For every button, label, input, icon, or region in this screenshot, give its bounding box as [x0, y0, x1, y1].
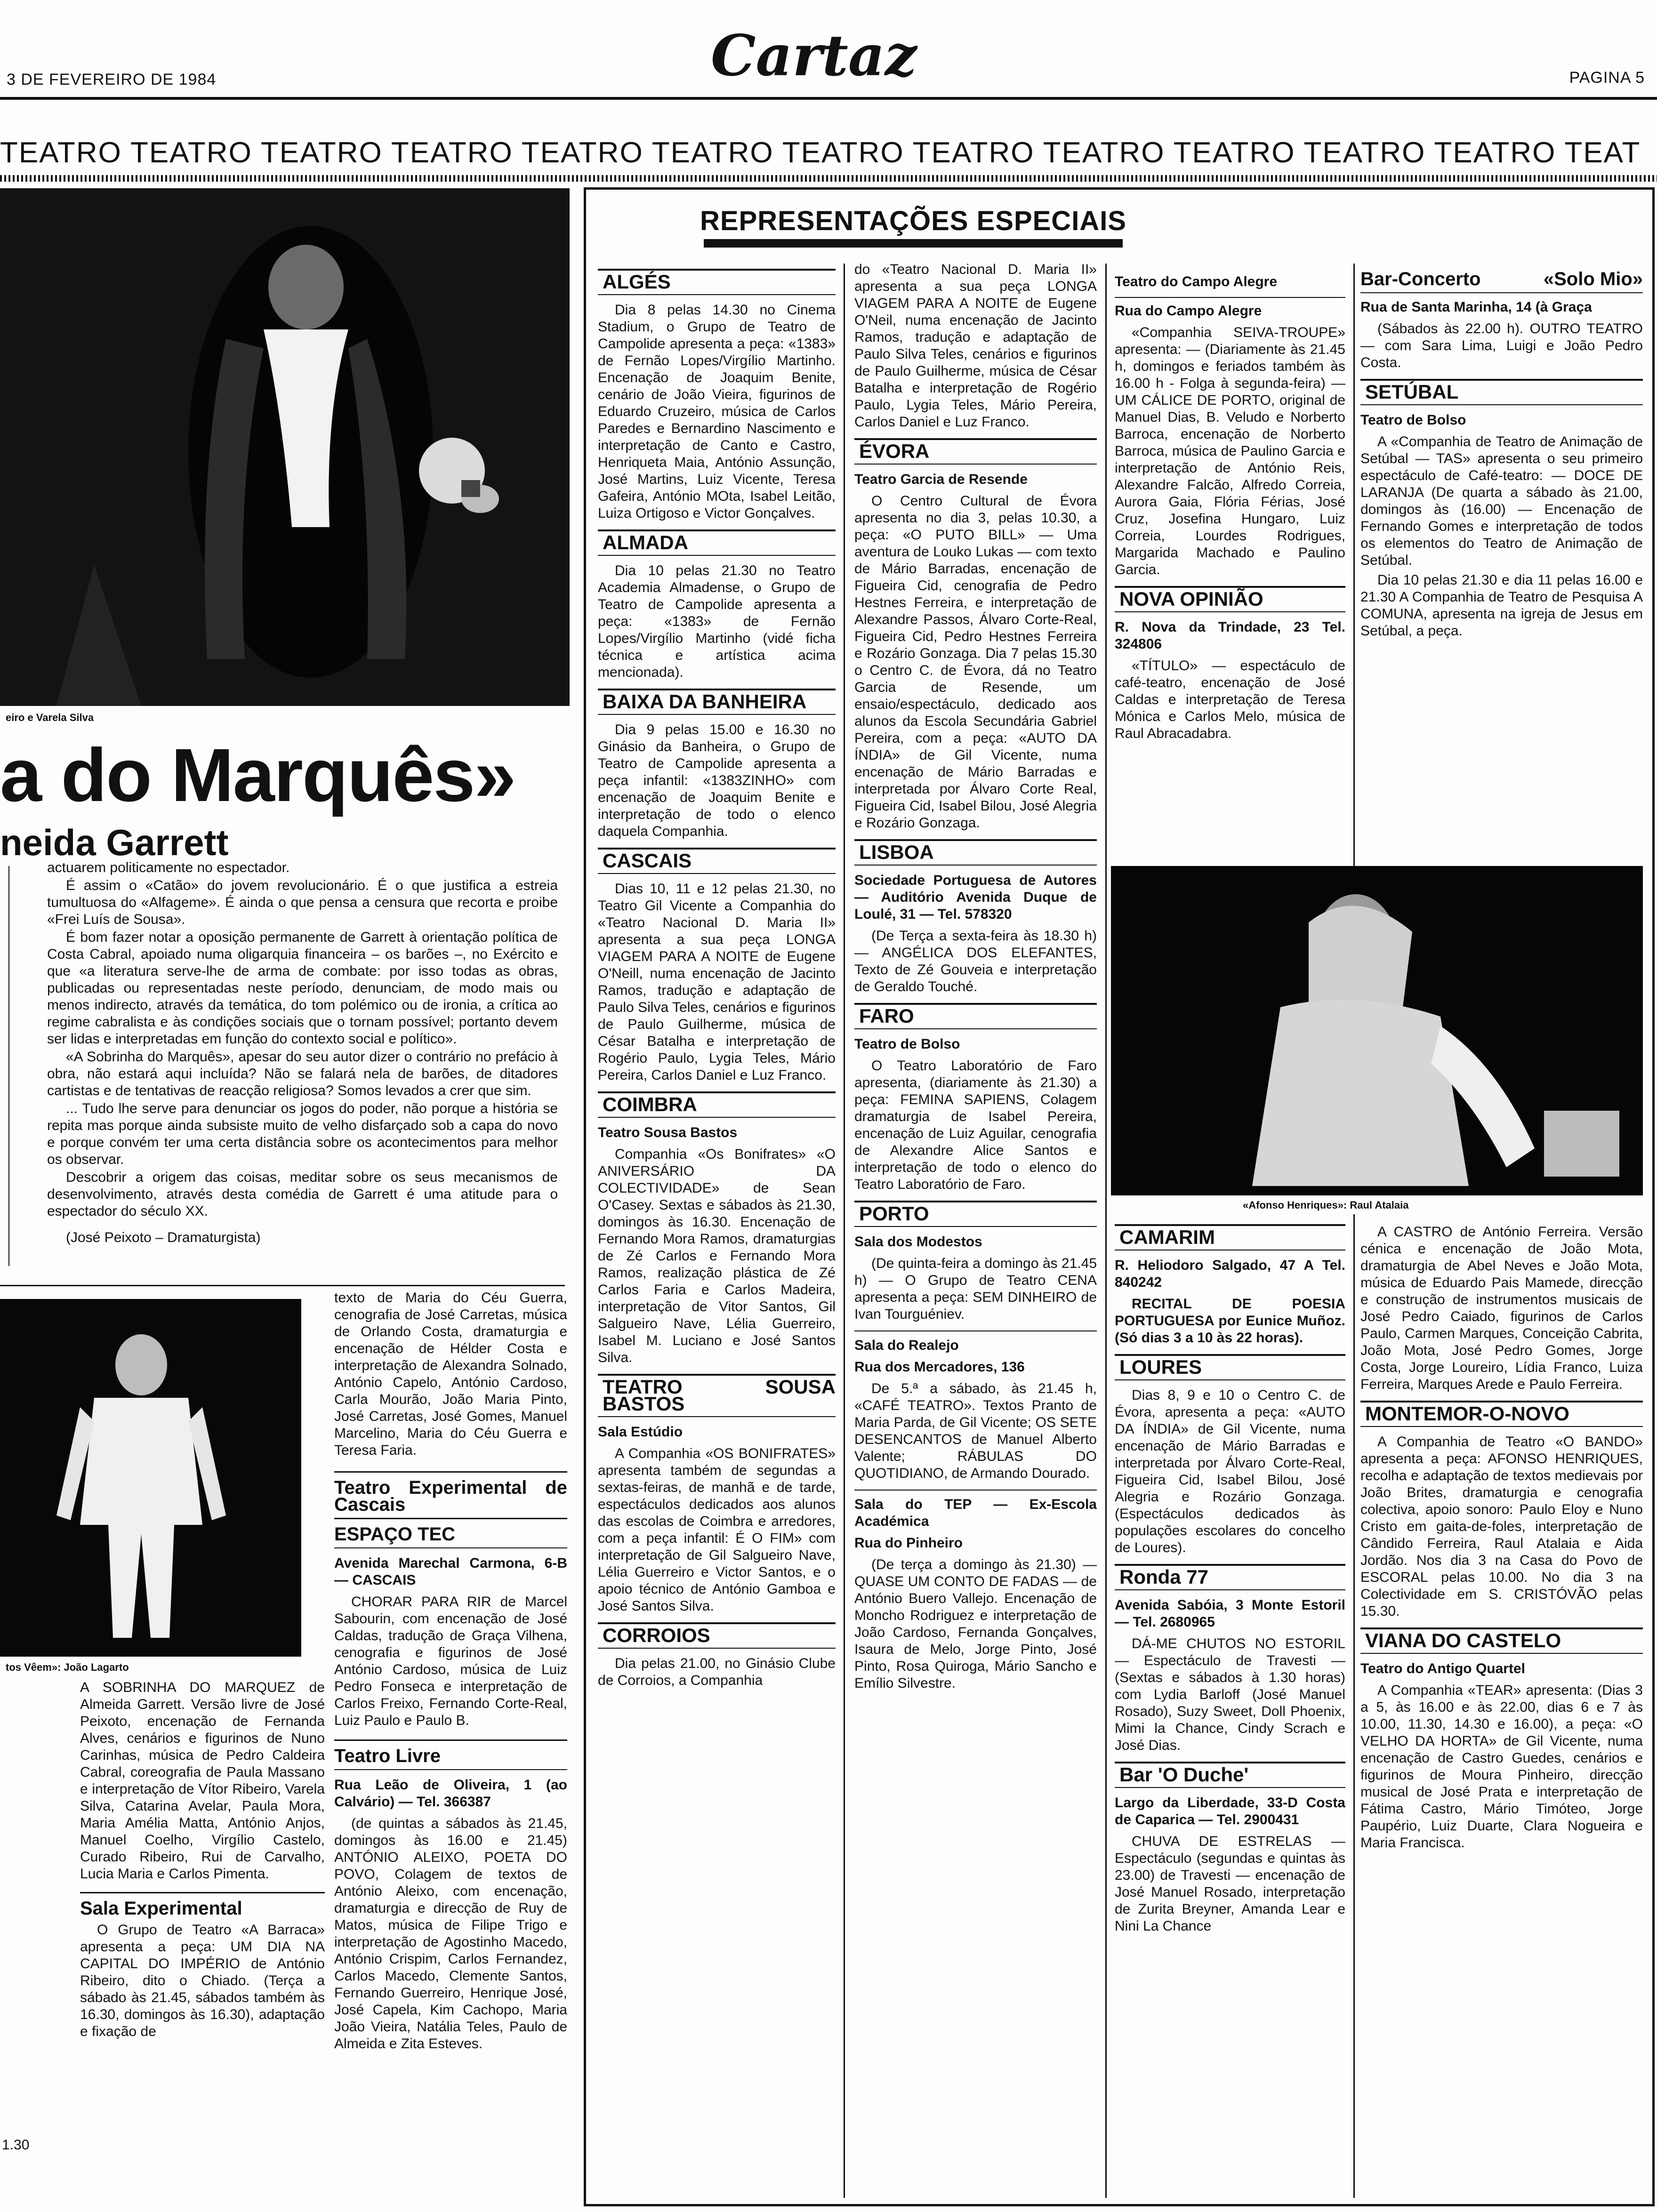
page-number: PAGINA 5 — [1569, 69, 1645, 87]
svg-text:Cartaz: Cartaz — [711, 23, 917, 89]
ronda-text: DÁ-ME CHUTOS NO ESTORIL — Espectáculo de Travesti — (Sextas e sábados à 1.30 horas) com Lydia Barloff (José Manuel Rosado), Suzy Sweet, Doll Phoenix, Mimi la Chance, Cindy Scrach e José Dias. — [1115, 1636, 1345, 1753]
listing-rule — [334, 1769, 567, 1770]
margin-rule — [8, 866, 22, 1266]
lisboa-text: (De Terça a sexta-feira às 18.30 h) — ANGÉLICA DOS ELEFANTES, Texto de Zé Gouveia e interpretação de Geraldo Touché. — [854, 928, 1097, 994]
article-para: É bom fazer notar a oposição permanente de Garrett à orientação política de Costa Cabral, apoiado numa oligarquia financeira – os barões –, no Exército e que «a literatura serve-lhe de arma de combate: por isso todas as obras, publicadas ou representadas neste período, denunciam, de modo mais ou menos indirecto, através da temática, do tom polémico ou de ironia, a crítica ao regime cabralista e às condições sociais que o tornam possível; portanto devem ser lidas e interpretadas em função do contexto social e político». — [47, 930, 558, 1047]
city-heading-cascais: CASCAIS — [598, 848, 836, 874]
almada-text: Dia 10 pelas 21.30 no Teatro Academia Almadense, o Grupo de Teatro de Campolide apresenta a peça: «1383» de Fernão Lopes/Virgílio Martinho (vidé ficha técnica e artística acima mencionada). — [598, 563, 836, 680]
realejo-text: De 5.ª a sábado, às 21.45 h, «CAFÉ TEATRO». Textos Pranto de Maria Parda, de Gil Vicente; OS SETE DESENCANTOS de Manuel Alberto Valente; RÁBULAS DO QUOTIDIANO, de Armando Dourado. — [854, 1381, 1097, 1481]
article-body — [47, 859, 558, 1247]
viana-text: A Companhia «TEAR» apresenta: (Dias 3 a 5, às 16.00 e às 22.00, dias 6 e 7 às 10.00, 11.30, 14.30 e 16.00), a peça: «O VELHO DA HORTA» de Gil Vicente, numa encenação de Castro Guedes, cenários e figurinos de Moura Pinheiro, direcção musical de José Prata e interpretação de Fátima Castro, Mário Timóteo, Jorge Paupério, Luiz Duarte, Clara Nogueira e Maria Francisca. — [1360, 1683, 1643, 1851]
nova-text: «TÍTULO» — espectáculo de café-teatro, encenação de José Caldas e interpretação de Teresa Mónica e Carlos Melo, música de Raul Abracadabra. — [1115, 658, 1345, 741]
livre-address: Rua Leão de Oliveira, 1 (ao Calvário) — Tel. 366387 — [334, 1777, 567, 1810]
article-para: actuarem politicamente no espectador. — [47, 860, 290, 875]
coimbra-venue: Teatro Sousa Bastos — [598, 1125, 738, 1140]
city-heading-sousa-bastos: TEATRO SOUSA BASTOS — [598, 1374, 836, 1417]
sobrinha-text: A SOBRINHA DO MARQUEZ de Almeida Garrett. Versão livre de José Peixoto, encenação de Fernanda Alves, cenários e figurinos de Nuno Carinhas, música de Pedro Caldeira Cabral, coreografia de Paula Massano e interpretação de Vítor Ribeiro, Varela Silva, Catarina Avelar, Paula Mora, Maria Amélia Matta, António Anjos, Manuel Coelho, Virgílio Castelo, Curado Ribeiro, Rui de Carvalho, Lucia Maria e Carlos Pimenta. — [80, 1680, 325, 1882]
listing-rule — [854, 1330, 1097, 1331]
alges-text: Dia 8 pelas 14.30 no Cinema Stadium, o Grupo de Teatro de Campolide apresenta a peça: «1383» de Fernão Lopes/Virgílio Martinho. Encenação de Joaquim Benite, cenário de João Vieira, figurinos de Eduardo Cruzeiro, música de Carlos Paredes e Bernardino Nascimento e interpretação de Canto e Castro, Henriqueta Maia, António Assunção, José Martins, Luiz Vicente, Teresa Gafeira, António MOta, Isabel Leitão, Luiza Ortigoso e Victor Gonçalves. — [598, 302, 836, 521]
listing-rule — [334, 1547, 567, 1548]
city-heading-porto: PORTO — [854, 1201, 1097, 1227]
city-heading-alges: ALGÉS — [598, 269, 836, 295]
sala-experimental-title: Sala Experimental — [80, 1898, 242, 1919]
city-heading-coimbra: COIMBRA — [598, 1091, 836, 1118]
sala-experimental-text: O Grupo de Teatro «A Barraca» apresenta a peça: UM DIA NA CAPITAL DO IMPÉRIO de António Ribeiro, dito o Chiado. (Terça a sábado às 21.45, sábados também às 16.30, domingos às 16.30), adaptação e fixação de — [80, 1922, 325, 2039]
rep-col-1 — [598, 261, 836, 1692]
campo-venue: Teatro do Campo Alegre — [1115, 274, 1278, 289]
cropped-fragment: 1.30 — [2, 2137, 30, 2153]
campo-address: Rua do Campo Alegre — [1115, 303, 1262, 319]
article-byline: (José Peixoto – Dramaturgista) — [66, 1230, 261, 1245]
tep-venue: Sala do TEP — Ex-Escola Académica — [854, 1497, 1097, 1529]
listing-rule — [334, 1471, 567, 1473]
city-heading-setubal: SETÚBAL — [1360, 379, 1643, 405]
cascais-text: Dias 10, 11 e 12 pelas 21.30, no Teatro Gil Vicente a Companhia do «Teatro Nacional D. Maria II» apresenta a sua peça LONGA VIAGEM PARA A NOITE de Eugene O'Neill, numa encenação de Jacinto Ramos, tradução e adaptação de Paulo Silva Teles, cenários e figurinos de Paulo Guilherme, música de César Batalha e interpretação de Rogério Paulo, Lygia Teles, Mário Pereira, Carlos Daniel e Luz Franco. — [598, 881, 836, 1083]
lisboa-venue: Sociedade Portuguesa de Autores — Auditório Avenida Duque de Loulé, 31 — Tel. 578320 — [854, 873, 1097, 922]
loures-text: Dias 8, 9 e 10 o Centro C. de Évora, apresenta a peça: «AUTO DA ÍNDIA» de Gil Vicente, numa encenação de Mário Barradas e interpretada por Álvaro Corte-Real, Figueira Cid, Isabel Bilou, José Alegria e Rozário Gonzaga. (Espectáculos dedicados às populações escolares do concelho de Loures). — [1115, 1387, 1345, 1555]
faro-text: O Teatro Laboratório de Faro apresenta, (diariamente às 21.30) a peça: FEMINA SAPIENS, Colagem dramaturgia de Isabel Pereira, encenação de Luiz Aguilar, cenografia de Alexandre Alice Santos e interpretação de todo o elenco do Teatro Laboratório de Faro. — [854, 1058, 1097, 1192]
setubal-venue: Teatro de Bolso — [1360, 412, 1466, 428]
espaco-tec-title: ESPAÇO TEC — [334, 1524, 456, 1545]
porto-venue: Sala dos Modestos — [854, 1234, 982, 1250]
section-band: TEATRO TEATRO TEATRO TEATRO TEATRO TEATRO TEATRO TEATRO TEATRO TEATRO TEATRO TEATRO TEAT — [0, 136, 1641, 169]
photo-actors-drawing — [0, 188, 570, 706]
bar-address: Rua de Santa Marinha, 14 (à Graça — [1360, 299, 1592, 315]
rep-col-3-top — [1115, 271, 1345, 745]
listing-rule — [854, 1490, 1097, 1491]
ronda-address: Avenida Sabóia, 3 Monte Estoril — Tel. 2680965 — [1115, 1597, 1345, 1630]
duche-text: CHUVA DE ESTRELAS — Espectáculo (segundas e quintas às 23.00) de Travesti — encenação de José Manuel Rosado, interpretação de Zurita Breyner, Amanda Lear e Nini La Chance — [1115, 1834, 1345, 1934]
montemor-text: A Companhia de Teatro «O BANDO» apresenta a peça: AFONSO HENRIQUES, recolha e adaptação de textos medievais por João Brites, dramaturgia e cenografia colectiva, apoio sonoro: Paulo Eloy e Nuno Cristo em gaita-de-foles, interpretação de Cândido Ferreira, Raul Atalaia e Aida Jordão. Nos dia 3 na Casa do Povo de ESCORAL pelas 10.00. No dia 3 na Colectividade em S. CRISTÓVÃO pelas 15.30. — [1360, 1434, 1643, 1619]
column-divider — [1353, 264, 1355, 866]
sobrinha-listing — [80, 1679, 325, 2043]
faro-venue: Teatro de Bolso — [854, 1036, 960, 1052]
corroios-text: Dia pelas 21.00, no Ginásio Clube de Corroios, a Companhia — [598, 1656, 836, 1688]
setubal-text-1: A «Companhia de Teatro de Animação de Setúbal — TAS» apresenta o seu primeiro espectáculo de Café-teatro: — DOCE DE LARANJA (De quarta a sábado às 21.00, domingos às (16.00) — Encenação de Fernando Gomes e interpretação de todos os elementos do Teatro de Animação de Setúbal. — [1360, 434, 1643, 568]
baixa-text: Dia 9 pelas 15.00 e 16.30 no Ginásio da Banheira, o Grupo de Teatro de Campolide apresenta a peça infantil: «1383ZINHO» com encenação de Joaquim Benite e interpretação de todo o elenco daquela Companhia. — [598, 722, 836, 839]
city-heading-corroios: CORROIOS — [598, 1622, 836, 1649]
article-para: «A Sobrinha do Marquês», apesar do seu autor dizer o contrário no prefácio à obra, não estará aqui incluída? Não se falará nela de barões, de ditadores cartistas e de tentativas de reacção religiosa? Somos levados a crer que sim. — [47, 1049, 558, 1098]
tep-address: Rua do Pinheiro — [854, 1535, 963, 1551]
teatro-livre-title: Teatro Livre — [334, 1746, 441, 1766]
realejo-venue: Sala do Realejo — [854, 1338, 959, 1353]
rep-col-4-bottom — [1360, 1224, 1643, 1854]
city-heading-ronda: Ronda 77 — [1115, 1564, 1345, 1590]
camarim-text: RECITAL DE POESIA PORTUGUESA por Eunice Muñoz. (Só dias 3 a 10 às 22 horas). — [1115, 1296, 1345, 1346]
listing-rule — [1360, 292, 1643, 293]
photo3-caption: «Afonso Henriques»: Raul Atalaia — [1243, 1199, 1409, 1211]
photo-joao-lagarto-drawing — [0, 1299, 301, 1657]
bar-text: (Sábados às 22.00 h). OUTRO TEATRO — com Sara Lima, Luigi e João Pedro Costa. — [1360, 321, 1643, 370]
castro-text: A CASTRO de António Ferreira. Versão cénica e encenação de João Mota, dramaturgia de Abel Neves e João Mota, música de Eduardo Pais Mamede, direcção e construção de instrumentos musicais de José Pedro Caiado, figurinos de Carlos Paulo, Carmen Marques, Conceição Cabrita, João Mota, José Pedro Gomes, Jorge Costa, Jorge Loureiro, Lídia Franco, Luiza Ferreira, Marques Arede e Paulo Ferreira. — [1360, 1224, 1643, 1392]
issue-date: 3 DE FEVEREIRO DE 1984 — [7, 71, 217, 88]
column-divider — [1353, 1214, 1355, 2198]
city-heading-almada: ALMADA — [598, 529, 836, 556]
nova-address: R. Nova da Trindade, 23 Tel. 324806 — [1115, 619, 1345, 652]
livre-text: (de quintas a sábados às 21.45, domingos às 16.00 e 21.45) ANTÓNIO ALEIXO, POETA DO POVO, Colagem de textos de António Aleixo, com encenação, dramaturgia e direcção de Ruy de Matos, música de Filipe Trigo e interpretação de Agostinho Macedo, António Crispim, Carlos Fernandez, Carlos Macedo, Clemente Santos, Fernando Guerreiro, Henrique José, José Capela, Kim Cachopo, Maria João Vieira, Natália Teles, Paulo de Almeida e Zita Esteves. — [334, 1816, 567, 2052]
realejo-address: Rua dos Mercadores, 136 — [854, 1359, 1025, 1375]
band-hatch — [0, 175, 1657, 182]
special-banner-text: REPRESENTAÇÕES ESPECIAIS — [700, 206, 1126, 236]
article-subtitle: neida Garrett — [0, 822, 229, 863]
special-banner — [694, 202, 1132, 249]
evora-text: O Centro Cultural de Évora apresenta no dia 3, pelas 10.30, a peça: «O PUTO BILL» — Uma aventura de Louko Lukas — com texto de Mário Barradas, encenação de Figueira Cid, cenografia de Pedro Hestnes Ferreira, e interpretação de Alexandre Passos, Álvaro Corte-Real, Figueira Cid, Pedro Hestnes Ferreira e Rozário Gonzaga. Dia 7 pelas 15.30 o Centro C. de Évora, dá no Teatro Garcia de Resende, um ensaio/espectáculo, dedicado aos alunos da Escola Secundária Gabriel Pereira, com a peça: «AUTO DA ÍNDIA» de Gil Vicente, numa encenação de Mário Barradas e interpretada por Álvaro Corte Real, Figueira Cid, Isabel Bilou, José Alegria e Rozário Gonzaga. — [854, 493, 1097, 831]
listing-rule — [334, 1518, 567, 1519]
bar-concerto-title: Bar-Concerto — [1360, 269, 1481, 289]
photo2-caption: tos Vêem»: João Lagarto — [6, 1661, 129, 1673]
city-heading-loures: LOURES — [1115, 1354, 1345, 1380]
tec-title: Teatro Experimental de Cascais — [334, 1477, 567, 1515]
city-heading-viana: VIANA DO CASTELO — [1360, 1627, 1643, 1654]
header-rule — [0, 97, 1657, 100]
article-title: a do Marquês» — [0, 733, 515, 817]
porto-text: (De quinta-feira a domingo às 21.45 h) — O Grupo de Teatro CENA apresenta a peça: SEM DINHEIRO de Ivan Tourguéniev. — [854, 1256, 1097, 1322]
special-banner-bar — [704, 239, 1123, 248]
coimbra-text: Companhia «Os Bonifrates» «O ANIVERSÁRIO DA COLECTIVIDADE» de Sean O'Casey. Sextas e sábados às 21.30, domingos às 16.30. Encenação de Fernando Mora Ramos, dramaturgias de Zé Carlos e Fernando Mora Ramos, realização plástica de Zé Carlos Faria e Carlos Madeira, interpretação de Vitor Santos, Gil Salgueiro Nave, Lélia Guerreiro, Isabel M. Luciano e José Santos Silva. — [598, 1146, 836, 1365]
listing-rule — [1115, 297, 1345, 298]
city-heading-evora: ÉVORA — [854, 438, 1097, 465]
cartaz-logo — [701, 19, 946, 94]
city-heading-duche: Bar 'O Duche' — [1115, 1762, 1345, 1788]
city-heading-camarim: CAMARIM — [1115, 1224, 1345, 1250]
tec-livre-column — [334, 1290, 567, 2055]
listing-rule — [334, 1739, 567, 1741]
city-heading-baixa: BAIXA DA BANHEIRA — [598, 689, 836, 715]
column-divider — [1105, 264, 1107, 2198]
column-divider — [844, 264, 845, 2198]
sousa-venue: Sala Estúdio — [598, 1424, 683, 1440]
photo-afonso-henriques-drawing — [1111, 866, 1643, 1195]
viana-venue: Teatro do Antigo Quartel — [1360, 1661, 1525, 1676]
photo-actors — [0, 188, 570, 706]
bar-concerto-heading — [1360, 271, 1643, 288]
tec-address: Avenida Marechal Carmona, 6-B — CASCAIS — [334, 1555, 567, 1588]
photo-joao-lagarto — [0, 1299, 301, 1657]
city-heading-faro: FARO — [854, 1003, 1097, 1029]
article-para: ... Tudo lhe serve para denunciar os jogos do poder, não porque a história se repita mas porque ainda subsiste muito de velho disfarçado sob a capa do novo e porque convém ter uma certa distância sobre os acontecimentos para melhor os observar. — [47, 1101, 558, 1167]
city-heading-montemor: MONTEMOR-O-NOVO — [1360, 1401, 1643, 1427]
listing-rule — [80, 1892, 325, 1893]
article-end-rule — [0, 1285, 565, 1286]
article-para: É assim o «Catão» do jovem revolucionário. É o que justifica a estreia tumultuosa do «Alfageme». É ainda o que pensa a censura que recorta e proibe «Frei Luís de Sousa». — [47, 878, 558, 927]
tep-text: (De terça a domingo às 21.30) — QUASE UM CONTO DE FADAS — de António Buero Vallejo. Encenação de Moncho Rodriguez e interpretação de João Cardoso, Fernanda Gonçalves, Isaura de Melo, Jorge Pinto, José Pinto, Rosa Quiroga, Mário Sancho e Emílio Silvestre. — [854, 1557, 1097, 1691]
rep-col-2 — [854, 261, 1097, 1695]
duche-address: Largo da Liberdade, 33-D Costa de Caparica — Tel. 2900431 — [1115, 1795, 1345, 1827]
city-heading-lisboa: LISBOA — [854, 839, 1097, 866]
city-heading-nova-opiniao: NOVA OPINIÃO — [1115, 586, 1345, 612]
setubal-text-2: Dia 10 pelas 21.30 e dia 11 pelas 16.00 e 21.30 A Companhia de Teatro de Pesquisa A COMUNA, apresenta na igreja de Jesus em Setúbal, a peça. — [1360, 572, 1643, 639]
rep-col-3-bottom — [1115, 1217, 1345, 1938]
col2-top-text: do «Teatro Nacional D. Maria II» apresenta a sua peça LONGA VIAGEM PARA A NOITE de Eugene O'Neil, numa encenação de Jacinto Ramos, tradução e adaptação de Paulo Silva Teles, cenários e figurinos de Paulo Guilherme, música de César Batalha e interpretação de Rogério Paulo, Lygia Teles, Mário Pereira, Carlos Daniel e Luz Franco. — [854, 262, 1097, 430]
photo1-caption: eiro e Varela Silva — [6, 712, 94, 723]
rep-col-4-top — [1360, 271, 1643, 642]
camarim-address: R. Heliodoro Salgado, 47 A Tel. 840242 — [1115, 1258, 1345, 1290]
col2-top-text: texto de Maria do Céu Guerra, cenografia de José Carretas, música de Orlando Costa, dramaturgia e encenação de Hélder Costa e interpretação de Alexandra Solnado, António Capelo, António Cardoso, Carla Mourão, João Maria Pinto, José Carretas, José Gomes, Manuel Marcelino, Maria do Céu Guerra e Teresa Faria. — [334, 1290, 567, 1458]
evora-venue: Teatro Garcia de Resende — [854, 472, 1028, 487]
tec-text: CHORAR PARA RIR de Marcel Sabourin, com encenação de José Caldas, tradução de Graça Vilhena, cenografia e figurinos de José António Cardoso, música de Luiz Pedro Fonseca e interpretação de Carlos Freixo, Fernando Corte-Real, Luiz Paulo e Paulo B. — [334, 1594, 567, 1728]
article-para: Descobrir a origem das coisas, meditar sobre os seus mecanismos de desenvolvimento, através desta comédia de Garrett é uma atitude para o espectador do século XX. — [47, 1170, 558, 1219]
photo-afonso-henriques — [1111, 866, 1643, 1195]
solo-mio-title: «Solo Mio» — [1543, 269, 1643, 289]
sousa-text: A Companhia «OS BONIFRATES» apresenta também de segundas a sextas-feiras, de manhã e de tarde, espectáculos dedicados aos alunos das escolas de Coimbra e arredores, com a peça infantil: É O FIM» com interpretação de Gil Salgueiro Nave, Lélia Guerreiro e Victor Santos, e o apoio técnico de António Gamboa e José Santos Silva. — [598, 1446, 836, 1614]
campo-text: «Companhia SEIVA-TROUPE» apresenta: — (Diariamente às 21.45 h, domingos e feriados também às 16.00 h - Folga à segunda-feira) — UM CÁLICE DE PORTO, original de Manuel Dias, B. Veludo e Norberto Barroca, encenação de Norberto Barroca, música de Paulino Garcia e interpretação de António Reis, Alexandre Falcão, Alfredo Correia, Aurora Gaia, Flória Férias, José Cruz, Josefina Hungaro, Luiz Correia, Lourdes Rodrigues, Margarida Machado e Paulino Garcia. — [1115, 325, 1345, 577]
